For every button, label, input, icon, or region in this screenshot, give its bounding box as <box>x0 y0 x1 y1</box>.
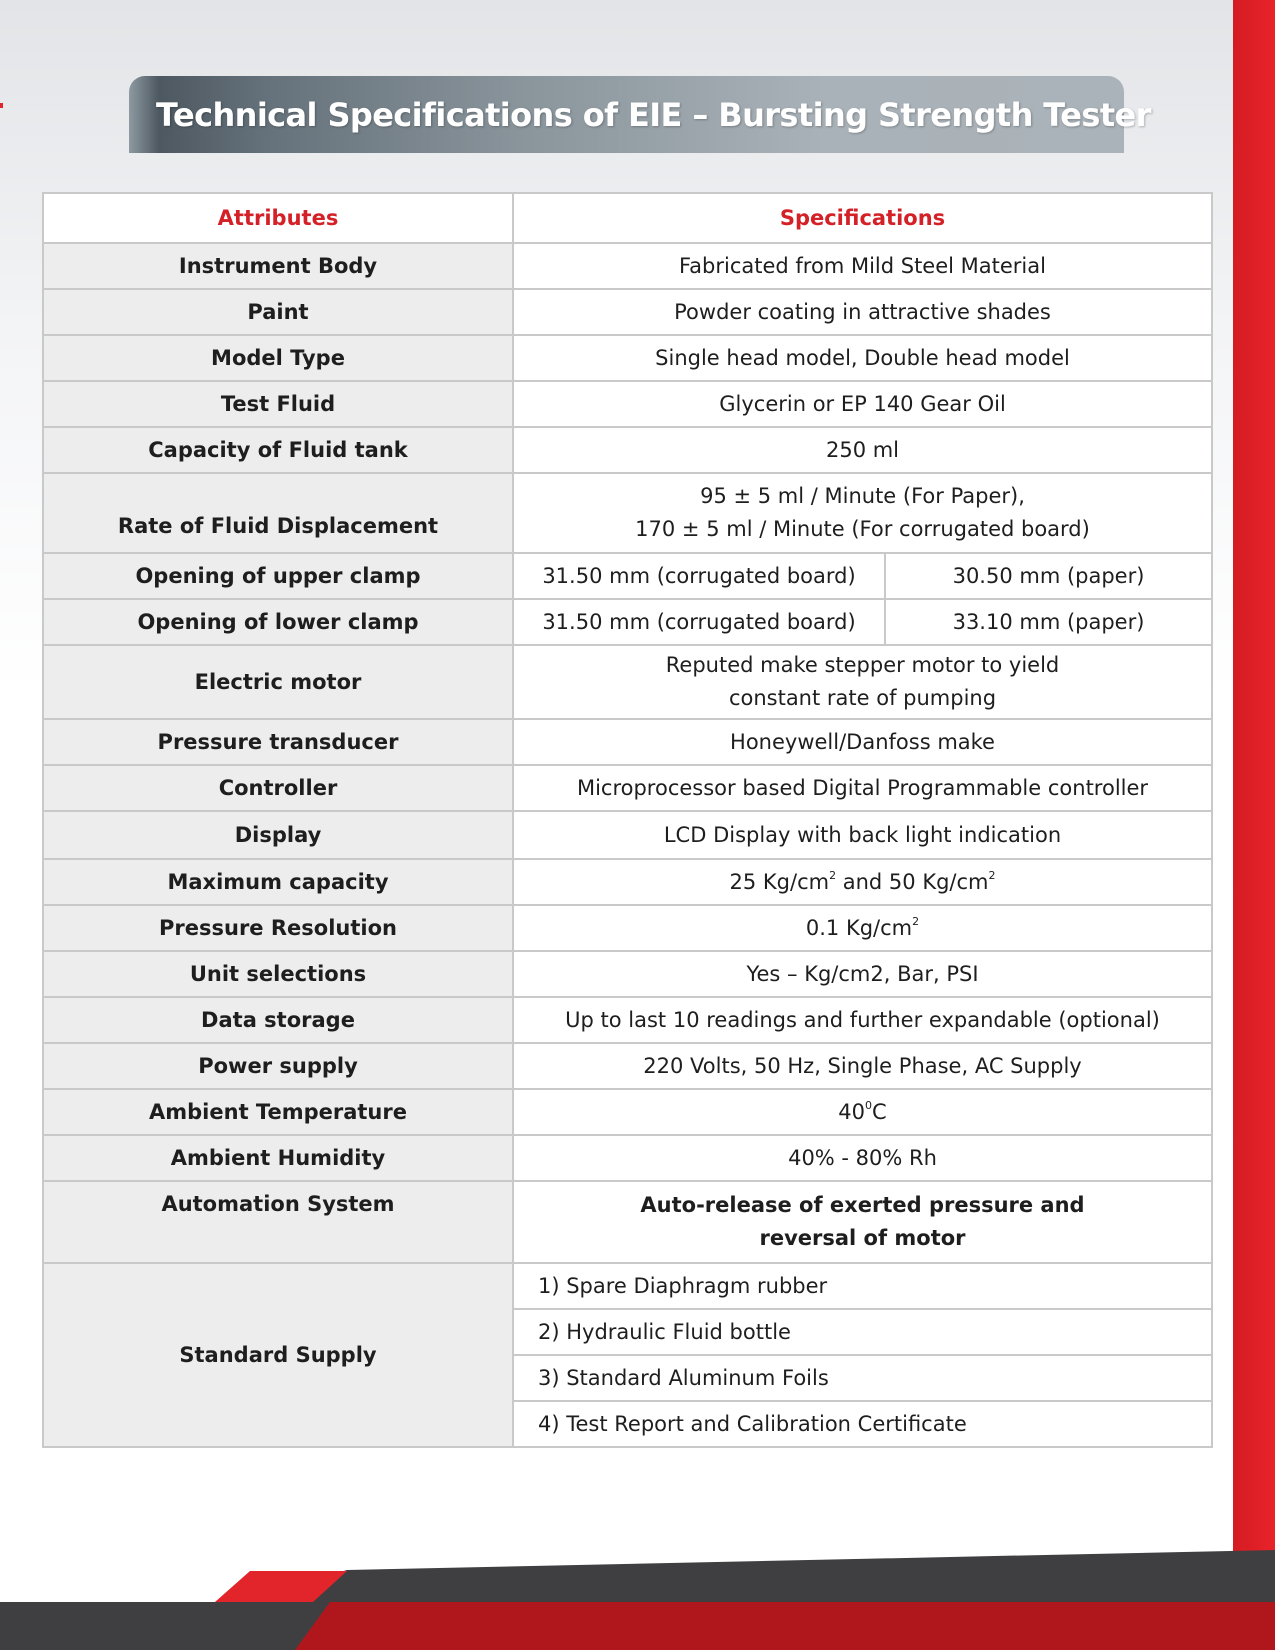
spec-cell: 40% - 80% Rh <box>513 1135 1212 1181</box>
attr-cell: Unit selections <box>43 951 513 997</box>
attr-cell: Opening of lower clamp <box>43 599 513 645</box>
spec-cell: Glycerin or EP 140 Gear Oil <box>513 381 1212 427</box>
table-row <box>43 859 1212 905</box>
spec-cell: Single head model, Double head model <box>513 335 1212 381</box>
table-row <box>43 719 1212 765</box>
spec-cell-paper: 30.50 mm (paper) <box>885 553 1212 599</box>
attr-cell: Pressure transducer <box>43 719 513 765</box>
spec-cell: Up to last 10 readings and further expandable (optional) <box>513 997 1212 1043</box>
spec-line: Reputed make stepper motor to yield <box>665 653 1060 677</box>
spec-line: reversal of motor <box>759 1226 966 1250</box>
table-row <box>43 997 1212 1043</box>
spec-value: and 50 Kg/cm <box>836 869 989 894</box>
spec-value: 0.1 Kg/cm <box>805 915 913 940</box>
footer-graphic <box>0 1550 1275 1650</box>
header-specifications: Specifications <box>513 193 1212 243</box>
title-banner <box>129 76 1151 153</box>
spec-cell: Microprocessor based Digital Programmable controller <box>513 765 1212 811</box>
attr-cell: Opening of upper clamp <box>43 553 513 599</box>
spec-cell: LCD Display with back light indication <box>513 811 1212 859</box>
table-row <box>43 381 1212 427</box>
attr-cell: Pressure Resolution <box>43 905 513 951</box>
spec-cell-paper: 33.10 mm (paper) <box>885 599 1212 645</box>
attr-cell: Display <box>43 811 513 859</box>
spec-cell-corrugated: 31.50 mm (corrugated board) <box>513 553 885 599</box>
table-row <box>43 1135 1212 1181</box>
table-row <box>43 599 1212 645</box>
spec-cell <box>513 859 1212 905</box>
spec-cell: Honeywell/Danfoss make <box>513 719 1212 765</box>
spec-cell <box>513 1181 1212 1263</box>
table-row <box>43 1263 1212 1309</box>
table-header-row <box>43 193 1212 243</box>
attr-cell: Automation System <box>43 1181 513 1263</box>
right-accent-bar <box>1233 0 1275 1570</box>
attr-cell: Ambient Temperature <box>43 1089 513 1135</box>
attr-cell: Paint <box>43 289 513 335</box>
table-row <box>43 289 1212 335</box>
attr-cell: Data storage <box>43 997 513 1043</box>
spec-value: 25 Kg/cm <box>729 869 830 894</box>
supply-item: 4) Test Report and Calibration Certificate <box>513 1401 1212 1447</box>
footer-dark-wedge <box>243 1550 1275 1602</box>
spec-cell <box>513 905 1212 951</box>
spec-value: 40 <box>838 1099 866 1124</box>
superscript: 0 <box>865 1098 873 1112</box>
table-row <box>43 1089 1212 1135</box>
table-row <box>43 951 1212 997</box>
table-row <box>43 243 1212 289</box>
attr-cell: Controller <box>43 765 513 811</box>
table-row <box>43 553 1212 599</box>
attr-cell: Maximum capacity <box>43 859 513 905</box>
table-row <box>43 1181 1212 1263</box>
table-row <box>43 335 1212 381</box>
attr-cell: Capacity of Fluid tank <box>43 427 513 473</box>
attr-cell: Electric motor <box>43 645 513 719</box>
spec-cell <box>513 1089 1212 1135</box>
spec-cell: Powder coating in attractive shades <box>513 289 1212 335</box>
spec-unit: C <box>872 1099 887 1124</box>
page-title: Technical Specifications of EIE – Bursting Strength Tester <box>156 95 1151 134</box>
supply-item: 2) Hydraulic Fluid bottle <box>513 1309 1212 1355</box>
spec-table <box>42 192 1213 1448</box>
superscript: 2 <box>829 868 837 882</box>
spec-cell: Yes – Kg/cm2, Bar, PSI <box>513 951 1212 997</box>
attr-cell: Ambient Humidity <box>43 1135 513 1181</box>
table-row <box>43 811 1212 859</box>
supply-item: 3) Standard Aluminum Foils <box>513 1355 1212 1401</box>
attr-cell: Standard Supply <box>43 1263 513 1447</box>
spec-line: Auto-release of exerted pressure and <box>640 1193 1085 1217</box>
left-edge-mark <box>0 103 3 108</box>
footer-red-band <box>295 1602 1275 1650</box>
table-row <box>43 765 1212 811</box>
spec-cell <box>513 473 1212 553</box>
attr-cell: Power supply <box>43 1043 513 1089</box>
spec-line: 170 ± 5 ml / Minute (For corrugated board) <box>635 517 1090 541</box>
table-row <box>43 427 1212 473</box>
table-row <box>43 645 1212 719</box>
spec-cell: 220 Volts, 50 Hz, Single Phase, AC Supply <box>513 1043 1212 1089</box>
attr-cell: Model Type <box>43 335 513 381</box>
attr-cell: Rate of Fluid Displacement <box>43 473 513 553</box>
spec-cell-corrugated: 31.50 mm (corrugated board) <box>513 599 885 645</box>
superscript: 2 <box>912 914 920 928</box>
attr-cell: Test Fluid <box>43 381 513 427</box>
spec-line: constant rate of pumping <box>728 686 997 710</box>
table-row <box>43 473 1212 553</box>
spec-cell <box>513 645 1212 719</box>
table-row <box>43 1043 1212 1089</box>
spec-cell: 250 ml <box>513 427 1212 473</box>
spec-cell: Fabricated from Mild Steel Material <box>513 243 1212 289</box>
table-row <box>43 905 1212 951</box>
attr-cell: Instrument Body <box>43 243 513 289</box>
supply-item: 1) Spare Diaphragm rubber <box>513 1263 1212 1309</box>
header-attributes: Attributes <box>43 193 513 243</box>
superscript: 2 <box>988 868 996 882</box>
spec-line: 95 ± 5 ml / Minute (For Paper), <box>700 484 1025 508</box>
